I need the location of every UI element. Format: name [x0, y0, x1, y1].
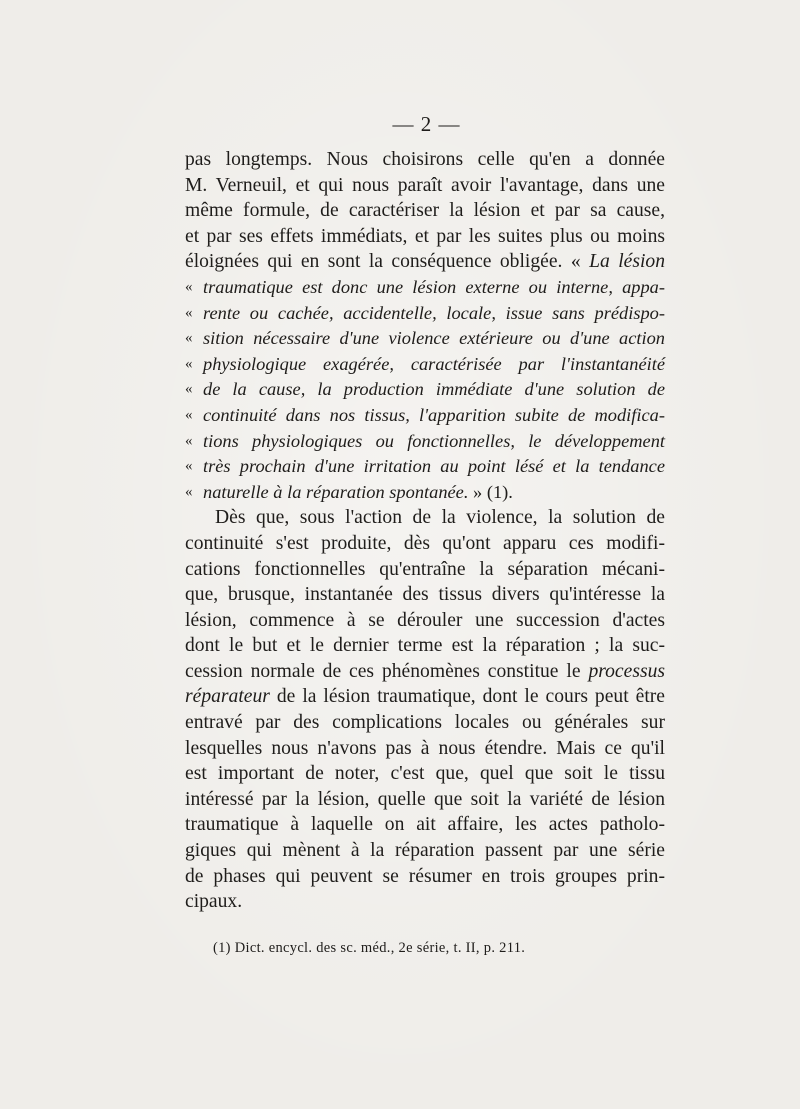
text-segment: éloignées qui en sont la conséquence obligée. « [185, 251, 581, 273]
italic-segment: réparateur [185, 686, 270, 708]
text-line: continuité s'est produite, dès qu'ont apparu ces modifi- [185, 532, 665, 554]
quote-mark: « [185, 278, 193, 295]
footnote-ref: » (1). [468, 481, 513, 502]
quote-mark: « [185, 304, 193, 321]
quote-text: naturelle à la réparation spontanée. [203, 481, 469, 502]
quote-text: très prochain d'une irritation au point lésé et la tendance [203, 456, 665, 477]
text-line: lésion, commence à se dérouler une succession d'actes [185, 609, 665, 631]
text-line: et par ses effets immédiats, et par les suites plus ou moins [185, 225, 665, 247]
italic-segment: processus [588, 660, 665, 682]
text-line: giques qui mènent à la réparation passent par une série [185, 840, 665, 862]
page-number: — 2 — [392, 112, 461, 136]
text-line: M. Verneuil, et qui nous paraît avoir l'avantage, dans une [185, 174, 665, 196]
text-segment: cession normale de ces phénomènes constitue le [185, 660, 581, 682]
quote-line [185, 275, 665, 301]
text-line: Dès que, sous l'action de la violence, la solution de [215, 507, 665, 529]
text-line: dont le but et le dernier terme est la réparation ; la suc- [185, 635, 665, 657]
text-line: pas longtemps. Nous choisirons celle qu'en a donnée [185, 149, 665, 170]
quote-line [185, 429, 665, 455]
text-line: lesquelles nous n'avons pas à nous étendre. Mais ce qu'il [185, 737, 665, 759]
text-line: intéressé par la lésion, quelle que soit la variété de lésion [185, 788, 665, 810]
quote-mark: « [185, 381, 193, 398]
text-segment: de la lésion traumatique, dont le cours peut être [276, 686, 665, 708]
text-line: est important de noter, c'est que, quel que soit le tissu [185, 763, 665, 785]
quote-mark: « [185, 355, 193, 372]
body-text [185, 147, 665, 915]
text-line: que, brusque, instantanée des tissus divers qu'intéresse la [185, 584, 665, 606]
text-line: même formule, de caractériser la lésion et par sa cause, [185, 200, 665, 222]
text-line [185, 249, 665, 275]
quote-text: de la cause, la production immédiate d'une solution de [203, 379, 665, 400]
quote-line [185, 352, 665, 378]
quote-line [185, 326, 665, 352]
text-line: cations fonctionnelles qu'entraîne la séparation mécani- [185, 558, 665, 580]
quote-line [185, 454, 665, 480]
quote-mark: « [185, 483, 193, 500]
quote-mark: « [185, 458, 193, 475]
quote-text: traumatique est donc une lésion externe ou interne, appa- [203, 276, 665, 297]
quote-text: rente ou cachée, accidentelle, locale, issue sans prédispo- [203, 302, 665, 323]
quote-mark: « [185, 432, 193, 449]
quote-line [185, 301, 665, 327]
quote-line [185, 403, 665, 429]
quote-text: physiologique exagérée, caractérisée par l'instantanéité [203, 353, 665, 374]
text-line: de phases qui peuvent se résumer en trois groupes prin- [185, 865, 665, 887]
quote-text: tions physiologiques ou fonctionnelles, le développement [203, 430, 665, 451]
quote-mark: « [185, 406, 193, 423]
quote-line [185, 480, 665, 506]
quote-text: continuité dans nos tissus, l'apparition subite de modifica- [203, 404, 665, 425]
italic-segment: La lésion [589, 251, 666, 273]
quote-text: sition nécessaire d'une violence extérieure ou d'une action [203, 328, 665, 349]
text-line [185, 659, 665, 685]
quote-mark: « [185, 330, 193, 347]
text-line [185, 684, 665, 710]
text-line: traumatique à laquelle on ait affaire, les actes patholo- [185, 814, 665, 836]
text-line: entravé par des complications locales ou générales sur [185, 712, 665, 734]
quote-line [185, 377, 665, 403]
footnote: (1) Dict. encycl. des sc. méd., 2e série, t. II, p. 211. [213, 940, 526, 956]
text-line: cipaux. [185, 891, 243, 913]
